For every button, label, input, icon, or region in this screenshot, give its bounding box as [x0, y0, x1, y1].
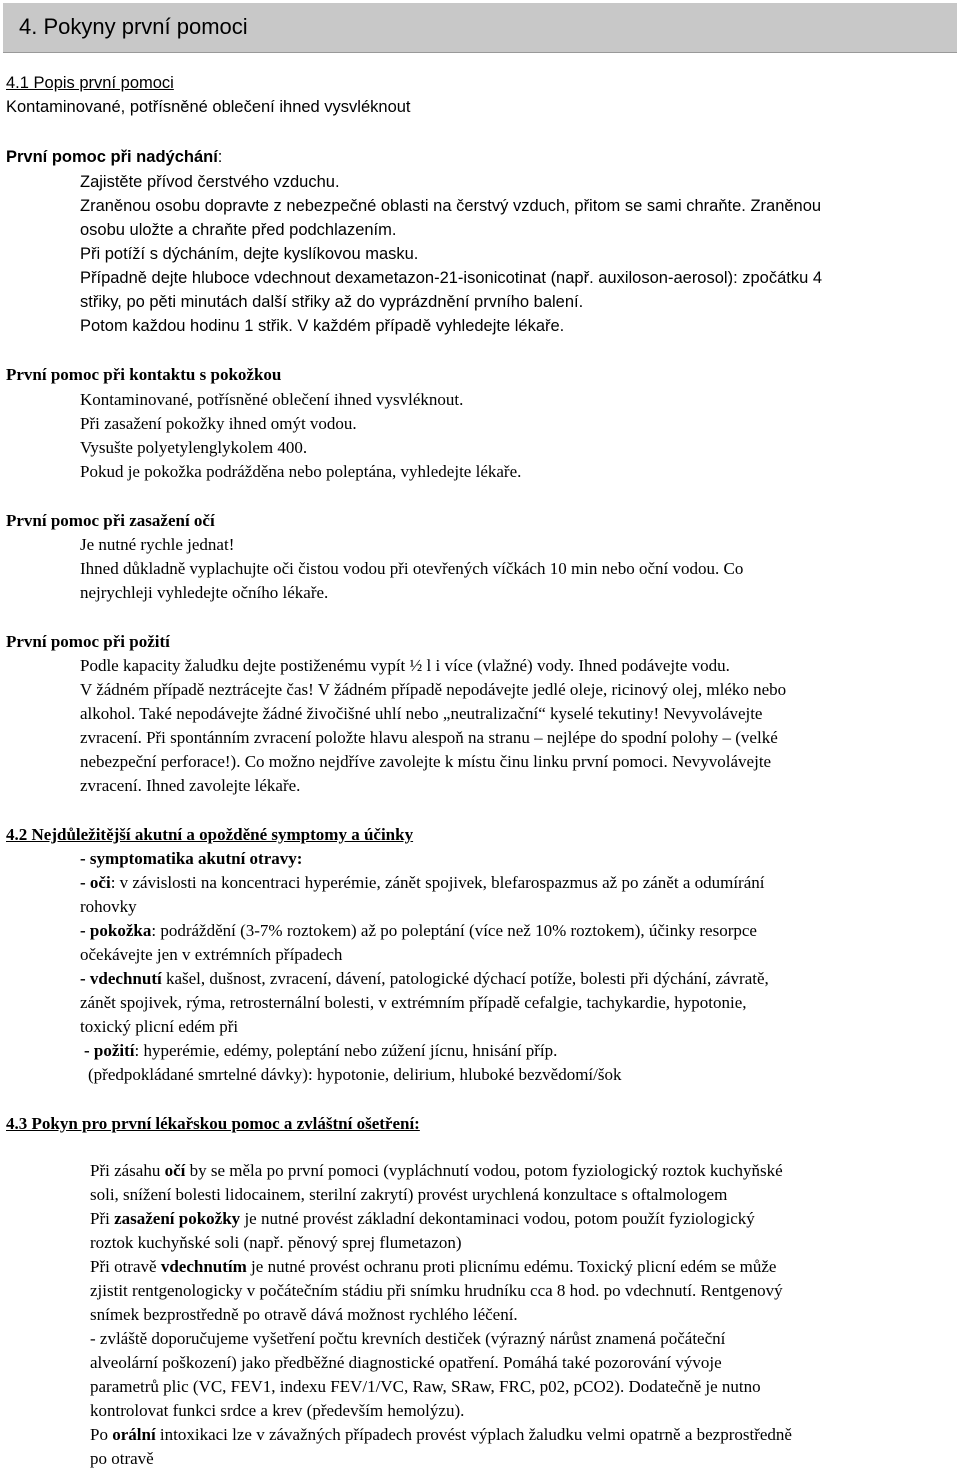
- s43-p1-line-1: [90, 1161, 783, 1181]
- s43-p2-line-1: [90, 1209, 755, 1229]
- ingest-line-5: nebezpeční perforace!). Co možno nejdříve zavolejte k místu činu linku první pomoci. Nevyvolávejte: [80, 752, 772, 771]
- sym-ingest-term: požití: [93, 1041, 135, 1060]
- inhal-line-3: osobu uložte a chraňte před podchlazením.: [80, 221, 397, 239]
- sym-skin-text: : podráždění (3-7% roztokem) až po poleptání (více než 10% roztokem), účinky resorpce: [151, 921, 757, 940]
- eye-line-3: nejrychleji vyhledejte očního lékaře.: [80, 583, 329, 602]
- s43-p2-line-2: roztok kuchyňské soli (např. pěnový sprej flumetazon): [90, 1233, 462, 1252]
- inhal-line-1: Zajistěte přívod čerstvého vzduchu.: [80, 173, 340, 191]
- ingest-heading: První pomoc při požití: [6, 632, 170, 651]
- s42-heading: 4.2 Nejdůležitější akutní a opožděné symptomy a účinky: [6, 825, 414, 844]
- skin-line-3: Vysušte polyetylenglykolem 400.: [80, 438, 308, 457]
- s43-p5-post: intoxikaci lze v závažných případech provést výplach žaludku velmi opatrně a bezprostředně: [155, 1425, 792, 1444]
- sym-inhal-cont-1: zánět spojivek, rýma, retrosternální bolesti, v extrémním případě cefalgie, tachykardie, hypotonie,: [80, 993, 747, 1012]
- sym-eyes-term: oči: [89, 873, 111, 892]
- s42-subheading: - symptomatika akutní otravy:: [80, 849, 303, 868]
- s43-p1-pre: Při zásahu: [90, 1161, 165, 1180]
- s43-p5-pre: Po: [90, 1425, 113, 1444]
- section-header-bar: [3, 3, 957, 53]
- s43-p5-line-2: po otravě: [90, 1449, 154, 1468]
- inhal-colon: :: [217, 148, 223, 166]
- ingest-line-4: zvracení. Při spontánním zvracení položte hlavu alespoň na stranu – nejlépe do spodní polohy – (velké: [80, 728, 778, 747]
- section-title: 4. Pokyny první pomoci: [19, 14, 248, 39]
- skin-line-2: Při zasažení pokožky ihned omýt vodou.: [80, 414, 357, 433]
- sym-skin-dash: -: [80, 921, 90, 940]
- inhal-line-5: Případně dejte hluboce vdechnout dexametazon-21-isonicotinat (např. auxiloson-aerosol): zpočátku 4: [80, 269, 823, 287]
- sym-skin-line: [80, 921, 757, 941]
- sym-inhal-text: kašel, dušnost, zvracení, dávení, patologické dýchací potíže, bolesti při dýchání, závratě,: [161, 969, 769, 988]
- s43-p4-line-4: kontrolovat funkci srdce a krev (především hemolýzu).: [90, 1401, 465, 1420]
- s43-p1-post: by se měla po první pomoci (vypláchnutí vodou, potom fyziologický roztok kuchyňské: [185, 1161, 783, 1180]
- s43-heading: 4.3 Pokyn pro první lékařskou pomoc a zvláštní ošetření:: [6, 1114, 420, 1133]
- s43-p4-line-2: alveolární poškození) jako předběžné diagnostické opatření. Pomáhá také pozorování vývoje: [90, 1353, 722, 1372]
- s43-p2-term: zasažení pokožky: [114, 1209, 241, 1228]
- s43-p1-line-2: soli, snížení bolesti lidocainem, sterilní zakrytí) provést urychlená konzultace s oftalmologem: [90, 1185, 728, 1204]
- ingest-line-6: zvracení. Ihned zavolejte lékaře.: [80, 776, 301, 795]
- sym-lethal-dose: (předpokládané smrtelné dávky): hypotonie, delirium, hluboké bezvědomí/šok: [88, 1065, 622, 1084]
- sym-eyes-line: [80, 873, 765, 893]
- s43-p5-term: orální: [112, 1425, 156, 1444]
- s43-p3-line-2: zjistit rentgenologicky v počátečním stádiu při snímku hrudníku cca 8 hod. po vdechnutí. Rentgenový: [90, 1281, 783, 1300]
- ingest-line-3: alkohol. Také nepodávejte žádné živočišné uhlí nebo „neutralizační“ kyselé tekutiny! Nevyvolávejte: [80, 704, 763, 723]
- s43-p3-post: je nutné provést ochranu proti plicnímu edému. Toxický plicní edém se může: [246, 1257, 777, 1276]
- eye-line-1: Je nutné rychle jednat!: [80, 535, 235, 554]
- inhal-heading-line: [6, 147, 222, 167]
- skin-line-4: Pokud je pokožka podrážděna nebo poleptána, vyhledejte lékaře.: [80, 462, 522, 481]
- inhal-line-2: Zraněnou osobu dopravte z nebezpečné oblasti na čerstvý vzduch, přitom se sami chraňte. Zraněnou: [80, 197, 822, 215]
- s43-p3-pre: Při otravě: [90, 1257, 161, 1276]
- inhal-line-6: střiky, po pěti minutách další střiky až do vyprázdnění prvního balení.: [80, 293, 584, 311]
- inhal-line-7: Potom každou hodinu 1 střik. V každém případě vyhledejte lékaře.: [80, 317, 565, 335]
- eye-line-2: Ihned důkladně vyplachujte oči čistou vodou při otevřených víčkách 10 min nebo oční vodou. Co: [80, 559, 744, 578]
- s43-p3-line-1: [90, 1257, 776, 1277]
- s43-p3-term: vdechnutím: [160, 1257, 247, 1276]
- ingest-line-1: Podle kapacity žaludku dejte postiženému vypít ½ l i více (vlažné) vody. Ihned podávejte vodu.: [80, 656, 730, 675]
- s43-p4-line-3: parametrů plic (VC, FEV1, indexu FEV/1/VC, Raw, SRaw, FRC, p02, pCO2). Dodatečně je nutno: [90, 1377, 761, 1396]
- sym-ingest-line: [84, 1041, 557, 1061]
- sym-eyes-cont: rohovky: [80, 897, 137, 916]
- sym-inhal-dash: -: [80, 969, 90, 988]
- sym-skin-cont: očekávejte jen v extrémních případech: [80, 945, 343, 964]
- eye-heading: První pomoc při zasažení očí: [6, 511, 215, 530]
- sym-ingest-text: : hyperémie, edémy, poleptání nebo zúžení jícnu, hnisání příp.: [134, 1041, 558, 1060]
- ingest-line-2: V žádném případě neztrácejte čas! V žádném případě nepodávejte jedlé oleje, ricinový olej, mléko nebo: [80, 680, 787, 699]
- sym-inhal-line: [80, 969, 769, 989]
- sym-inhal-cont-2: toxický plicní edém při: [80, 1017, 239, 1036]
- s43-p5-line-1: [90, 1425, 792, 1445]
- s43-p4-line-1: - zvláště doporučujeme vyšetření počtu krevních destiček (výrazný nárůst znamená počáteční: [90, 1329, 726, 1348]
- s43-p3-line-3: snímek bezprostředně po otravě dává možnost rychlého léčení.: [90, 1305, 518, 1324]
- s43-p2-pre: Při: [90, 1209, 115, 1228]
- s41-heading: 4.1 Popis první pomoci: [6, 74, 174, 92]
- sym-inhal-term: vdechnutí: [89, 969, 162, 988]
- sym-ingest-dash: -: [84, 1041, 94, 1060]
- sym-eyes-text: : v závislosti na koncentraci hyperémie, zánět spojivek, blefarospazmus až po zánět a odumírání: [110, 873, 765, 892]
- inhal-heading: První pomoc při nadýchání: [6, 148, 218, 166]
- sym-skin-term: pokožka: [89, 921, 152, 940]
- s43-p2-post: je nutné provést základní dekontaminaci vodou, potom použít fyziologický: [240, 1209, 755, 1228]
- skin-heading: První pomoc při kontaktu s pokožkou: [6, 365, 282, 384]
- sym-eyes-dash: -: [80, 873, 90, 892]
- s41-intro: Kontaminované, potřísněné oblečení ihned vysvléknout: [6, 98, 411, 116]
- s43-p1-term: očí: [164, 1161, 186, 1180]
- skin-line-1: Kontaminované, potřísněné oblečení ihned vysvléknout.: [80, 390, 464, 409]
- inhal-line-4: Při potíží s dýcháním, dejte kyslíkovou masku.: [80, 245, 419, 263]
